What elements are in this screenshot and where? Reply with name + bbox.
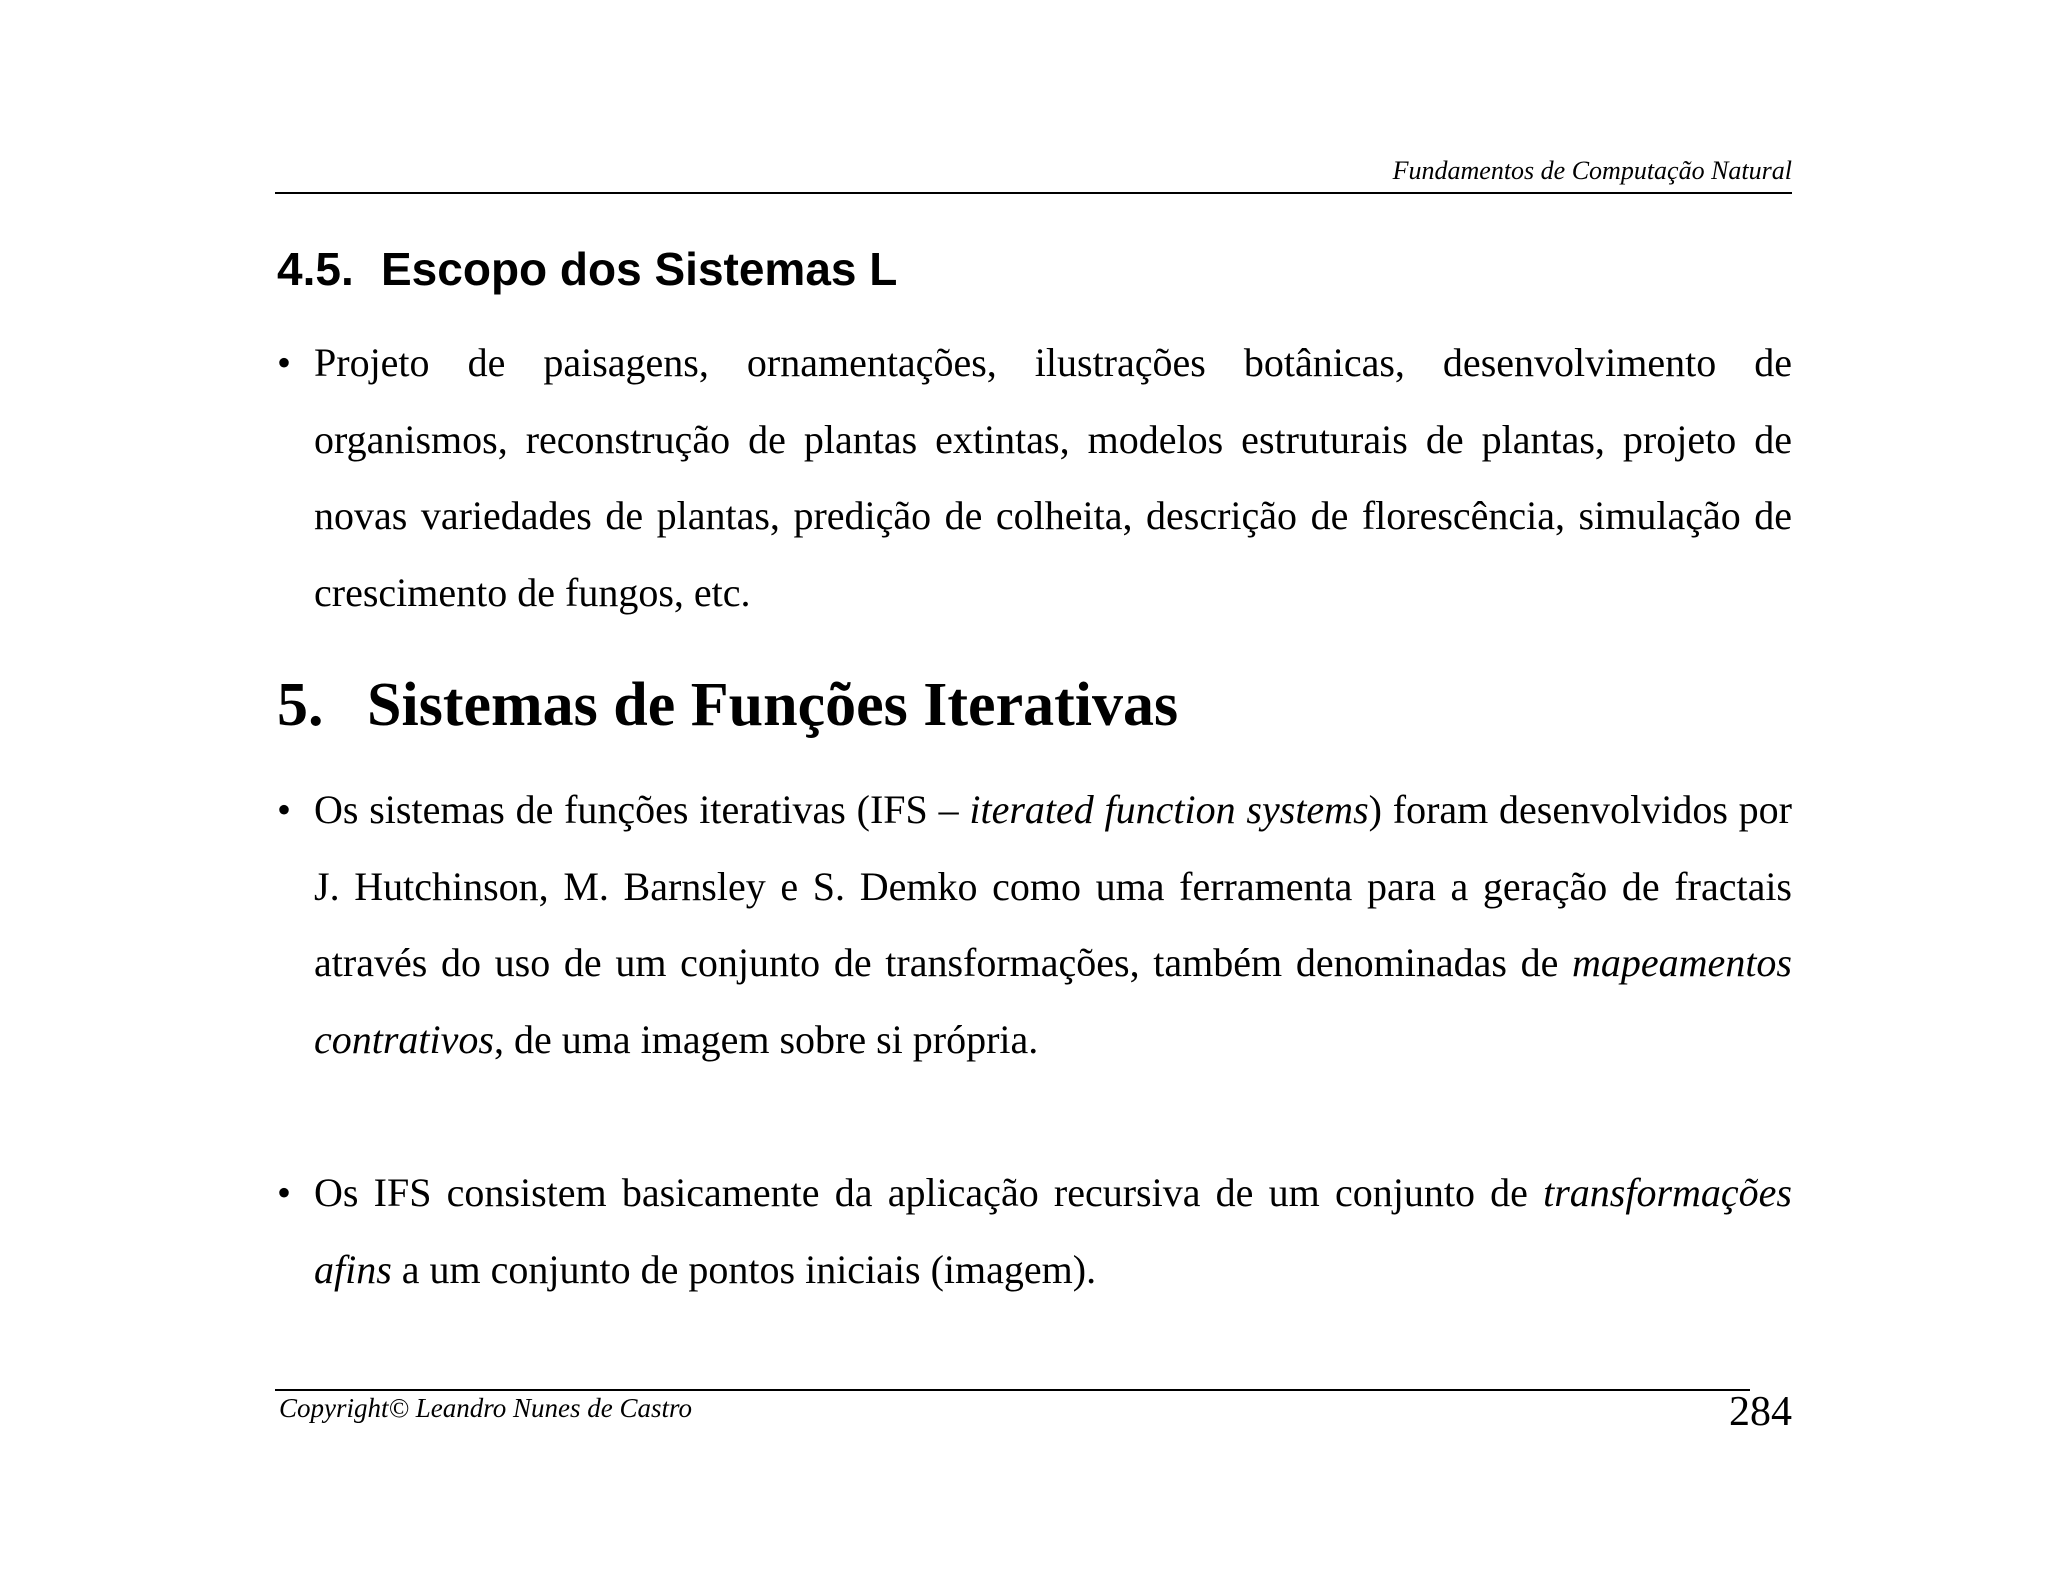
subsection-title: Escopo dos Sistemas L: [381, 243, 898, 295]
copyright-notice: Copyright© Leandro Nunes de Castro: [279, 1393, 693, 1423]
section-number: 5.: [277, 671, 324, 739]
page-number: 284: [1729, 1389, 1792, 1435]
subsection-number: 4.5.: [277, 243, 354, 295]
italic-term: transformações afins: [314, 1170, 1792, 1292]
section-heading: [277, 670, 1178, 741]
footer-rule: [275, 1389, 1750, 1391]
bullet-marker: •: [277, 340, 292, 385]
bullet-text: Projeto de paisagens, ornamentações, ilustrações botânicas, desenvolvimento de organismos, reconstrução de plantas extintas, modelos estruturais de plantas, projeto de novas variedades de plantas, predição de colheita, descrição de florescência, simulação de crescimento de fungos, etc.: [314, 340, 1792, 615]
header-rule: [275, 192, 1792, 194]
text-run: Os IFS consistem basicamente da aplicação recursiva de um conjunto de: [314, 1170, 1544, 1215]
italic-term: iterated function systems: [969, 787, 1369, 832]
section-title: Sistemas de Funções Iterativas: [367, 671, 1179, 739]
text-run: ) foram desenvolvidos por J. Hutchinson, M. Barnsley e S. Demko como uma ferramenta para a geração de fractais através do uso de um conjunto de transformações, também denominadas de: [314, 787, 1792, 985]
text-run: a um conjunto de pontos iniciais (imagem).: [391, 1246, 1097, 1292]
bullet-item-ifs-definition: [277, 772, 1792, 1078]
bullet-text: [314, 1155, 1792, 1308]
bullet-text: [314, 772, 1792, 1078]
subsection-heading: [277, 242, 897, 296]
bullet-item-applications: [277, 325, 1792, 631]
running-header: Fundamentos de Computação Natural: [1392, 156, 1792, 185]
text-run: , de uma imagem sobre si própria.: [493, 1016, 1039, 1062]
text-run: Os sistemas de funções iterativas (IFS –: [314, 787, 970, 832]
italic-term: mapeamentos contrativos: [314, 940, 1792, 1062]
bullet-marker: •: [277, 787, 292, 832]
bullet-item-ifs-method: [277, 1155, 1792, 1308]
bullet-marker: •: [277, 1170, 292, 1215]
